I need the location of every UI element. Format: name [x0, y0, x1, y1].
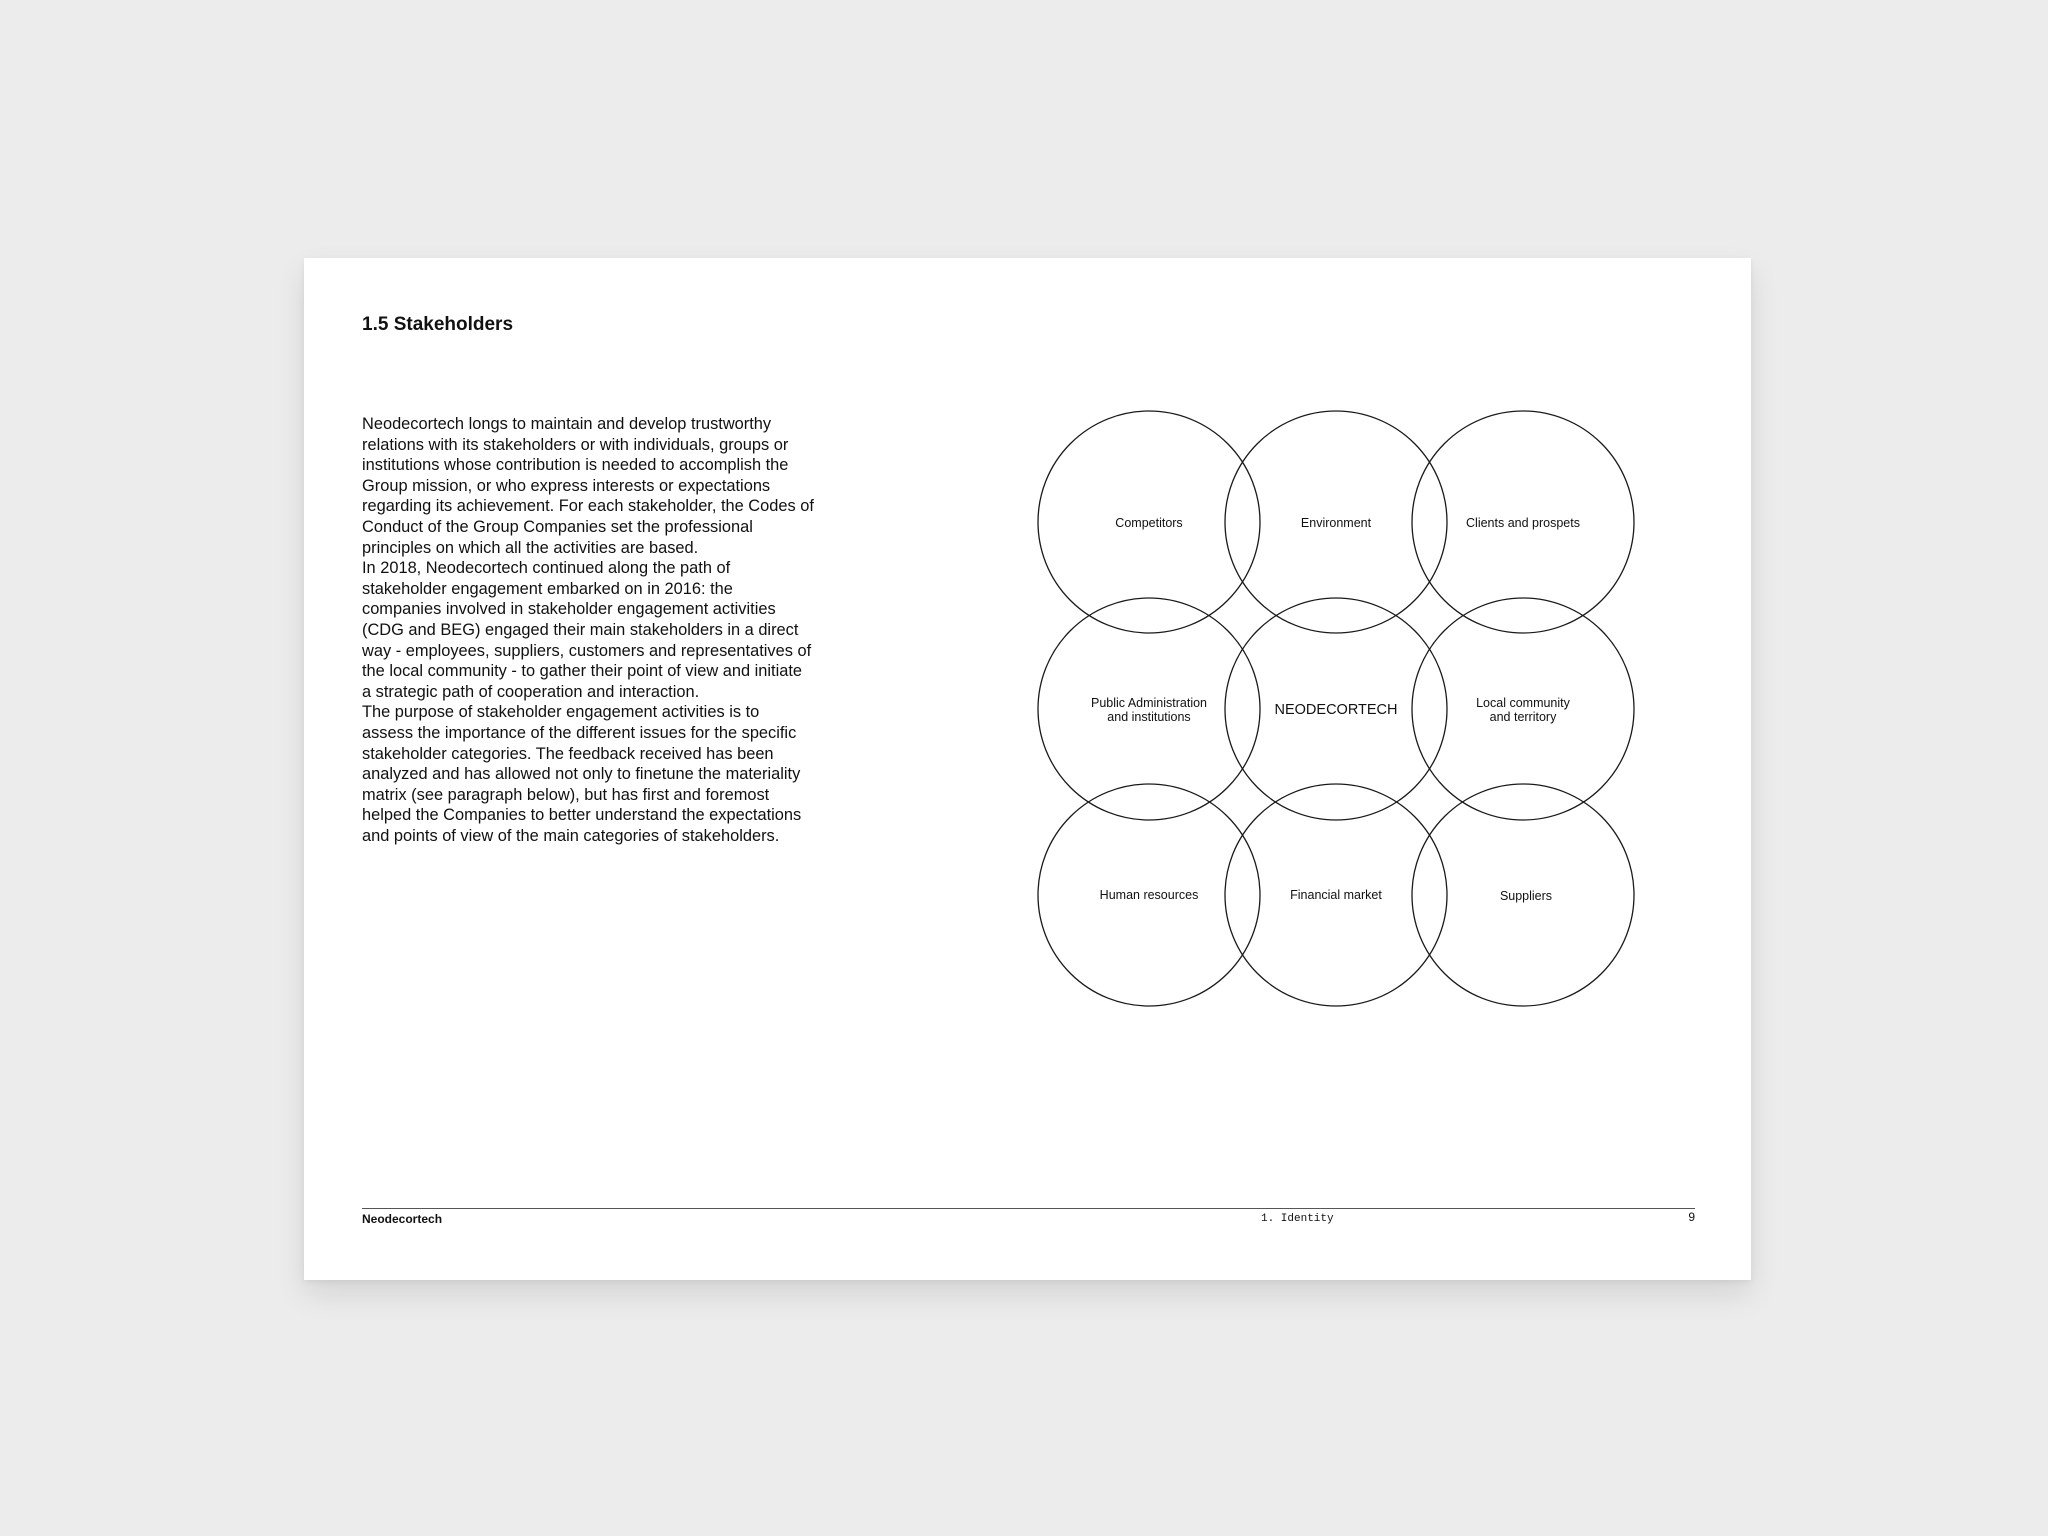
- stakeholder-diagram: [304, 258, 1751, 1280]
- body-paragraph: The purpose of stakeholder engagement activities is to assess the importance of the different issues for the specific stakeholder categories. The feedback received has been analyzed and has allowed not only to finetune the materiality matrix (see paragraph below), but has first and foremost helped the Companies to better understand the expectations and points of view of the main categories of stakeholders.: [362, 703, 802, 845]
- footer-divider: [362, 1208, 1695, 1209]
- stakeholder-label-competitors: Competitors: [1115, 516, 1183, 530]
- body-paragraph: In 2018, Neodecortech continued along the path of stakeholder engagement embarked on in 2016: the companies involved in stakeholder engagement activities (CDG and BEG) engaged their main stakeholders in a direct way - employees, suppliers, customers and representatives of the local community - to gather their point of view and initiate a strategic path of cooperation and interaction.: [362, 559, 812, 701]
- stakeholder-label-human-resources: Human resources: [1099, 888, 1199, 902]
- stakeholder-label-neodecortech: NEODECORTECH: [1274, 702, 1398, 718]
- stakeholder-label-financial-market: Financial market: [1290, 888, 1382, 902]
- stakeholder-label-local-community-line1: Local community: [1476, 696, 1570, 710]
- stakeholder-label-public-administration-line2: and institutions: [1107, 710, 1191, 724]
- document-page: [304, 258, 1751, 1280]
- stakeholder-label-environment: Environment: [1300, 516, 1372, 530]
- footer-chapter: 1. Identity: [1261, 1213, 1334, 1225]
- stakeholder-label-public-administration-line1: Public Administration: [1090, 696, 1208, 710]
- section-title: 1.5 Stakeholders: [362, 314, 514, 335]
- stakeholder-label-clients: Clients and prospets: [1466, 516, 1580, 530]
- body-paragraph: Neodecortech longs to maintain and develop trustworthy relations with its stakeholders or with individuals, groups or institutions whose contribution is needed to accomplish the Group mission, or who express interests or expectations regarding its achievement. For each stakeholder, the Codes of Conduct of the Group Companies set the professional principles on which all the activities are based.: [362, 415, 814, 557]
- footer-brand: Neodecortech: [362, 1212, 443, 1226]
- diagram-labels: [1091, 516, 1580, 903]
- footer-page-number: 9: [1688, 1210, 1695, 1224]
- stakeholder-label-suppliers: Suppliers: [1499, 889, 1553, 903]
- stakeholder-label-local-community-line2: and territory: [1489, 710, 1557, 724]
